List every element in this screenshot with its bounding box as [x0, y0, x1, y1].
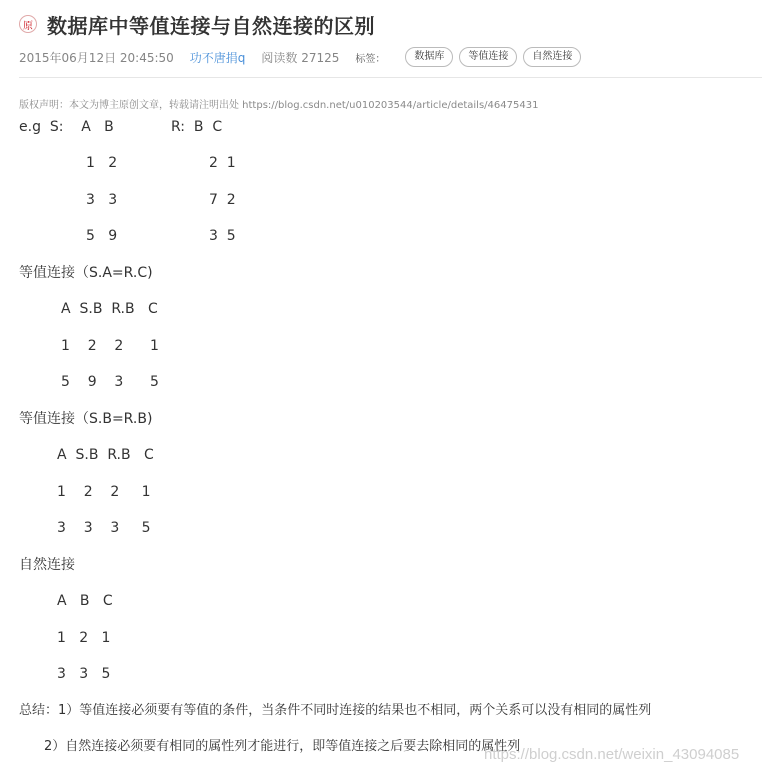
text-line: 5 9 3 5 — [61, 374, 159, 390]
text-line: 2 1 — [209, 155, 236, 171]
view-count: 阅读数 27125 — [261, 50, 340, 65]
author-link[interactable]: 功不唐捐q — [189, 50, 246, 65]
tag-natural-join[interactable]: 自然连接 — [523, 47, 581, 67]
tags-label: 标签： — [355, 53, 386, 65]
text-line: 1 2 2 1 — [57, 484, 151, 500]
article-meta — [19, 47, 587, 67]
title-row — [19, 9, 759, 39]
tag-equi-join[interactable]: 等值连接 — [459, 47, 517, 67]
article-header — [19, 9, 759, 65]
text-line: 3 3 3 5 — [57, 520, 151, 536]
text-line: e.g S: A B — [19, 119, 114, 135]
section-heading: 等值连接（S.B=R.B) — [19, 411, 153, 427]
text-line: 1 2 — [86, 155, 118, 171]
text-line: 3 5 — [209, 228, 236, 244]
text-line: A S.B R.B C — [61, 301, 158, 317]
text-line: 3 3 — [86, 192, 118, 208]
text-line: 3 3 5 — [57, 666, 111, 682]
section-heading: 自然连接 — [19, 557, 75, 573]
original-badge: 原 — [19, 15, 37, 33]
text-line: R: B C — [171, 119, 223, 135]
section-heading: 等值连接（S.A=R.C) — [19, 265, 153, 281]
summary-line: 总结：1）等值连接必须要有等值的条件，当条件不同时连接的结果也不相同，两个关系可以没有相同的属性列 — [19, 703, 652, 718]
text-line: A B C — [57, 593, 113, 609]
article-title: 数据库中等值连接与自然连接的区别 — [47, 13, 375, 38]
header-divider — [19, 77, 762, 78]
text-line: 5 9 — [86, 228, 118, 244]
copyright-notice: 版权声明：本文为博主原创文章，转载请注明出处 https://blog.csdn.net/u010203544/article/details/46475431 — [19, 100, 539, 111]
tag-database[interactable]: 数据库 — [405, 47, 453, 67]
publish-date: 2015年06月12日 20:45:50 — [19, 50, 174, 65]
text-line: 1 2 1 — [57, 630, 111, 646]
summary-line: 2）自然连接必须要有相同的属性列才能进行，即等值连接之后要去除相同的属性列 — [44, 739, 521, 754]
text-line: 1 2 2 1 — [61, 338, 159, 354]
watermark: https://blog.csdn.net/weixin_43094085 — [484, 746, 740, 763]
text-line: 7 2 — [209, 192, 236, 208]
text-line: A S.B R.B C — [57, 447, 154, 463]
